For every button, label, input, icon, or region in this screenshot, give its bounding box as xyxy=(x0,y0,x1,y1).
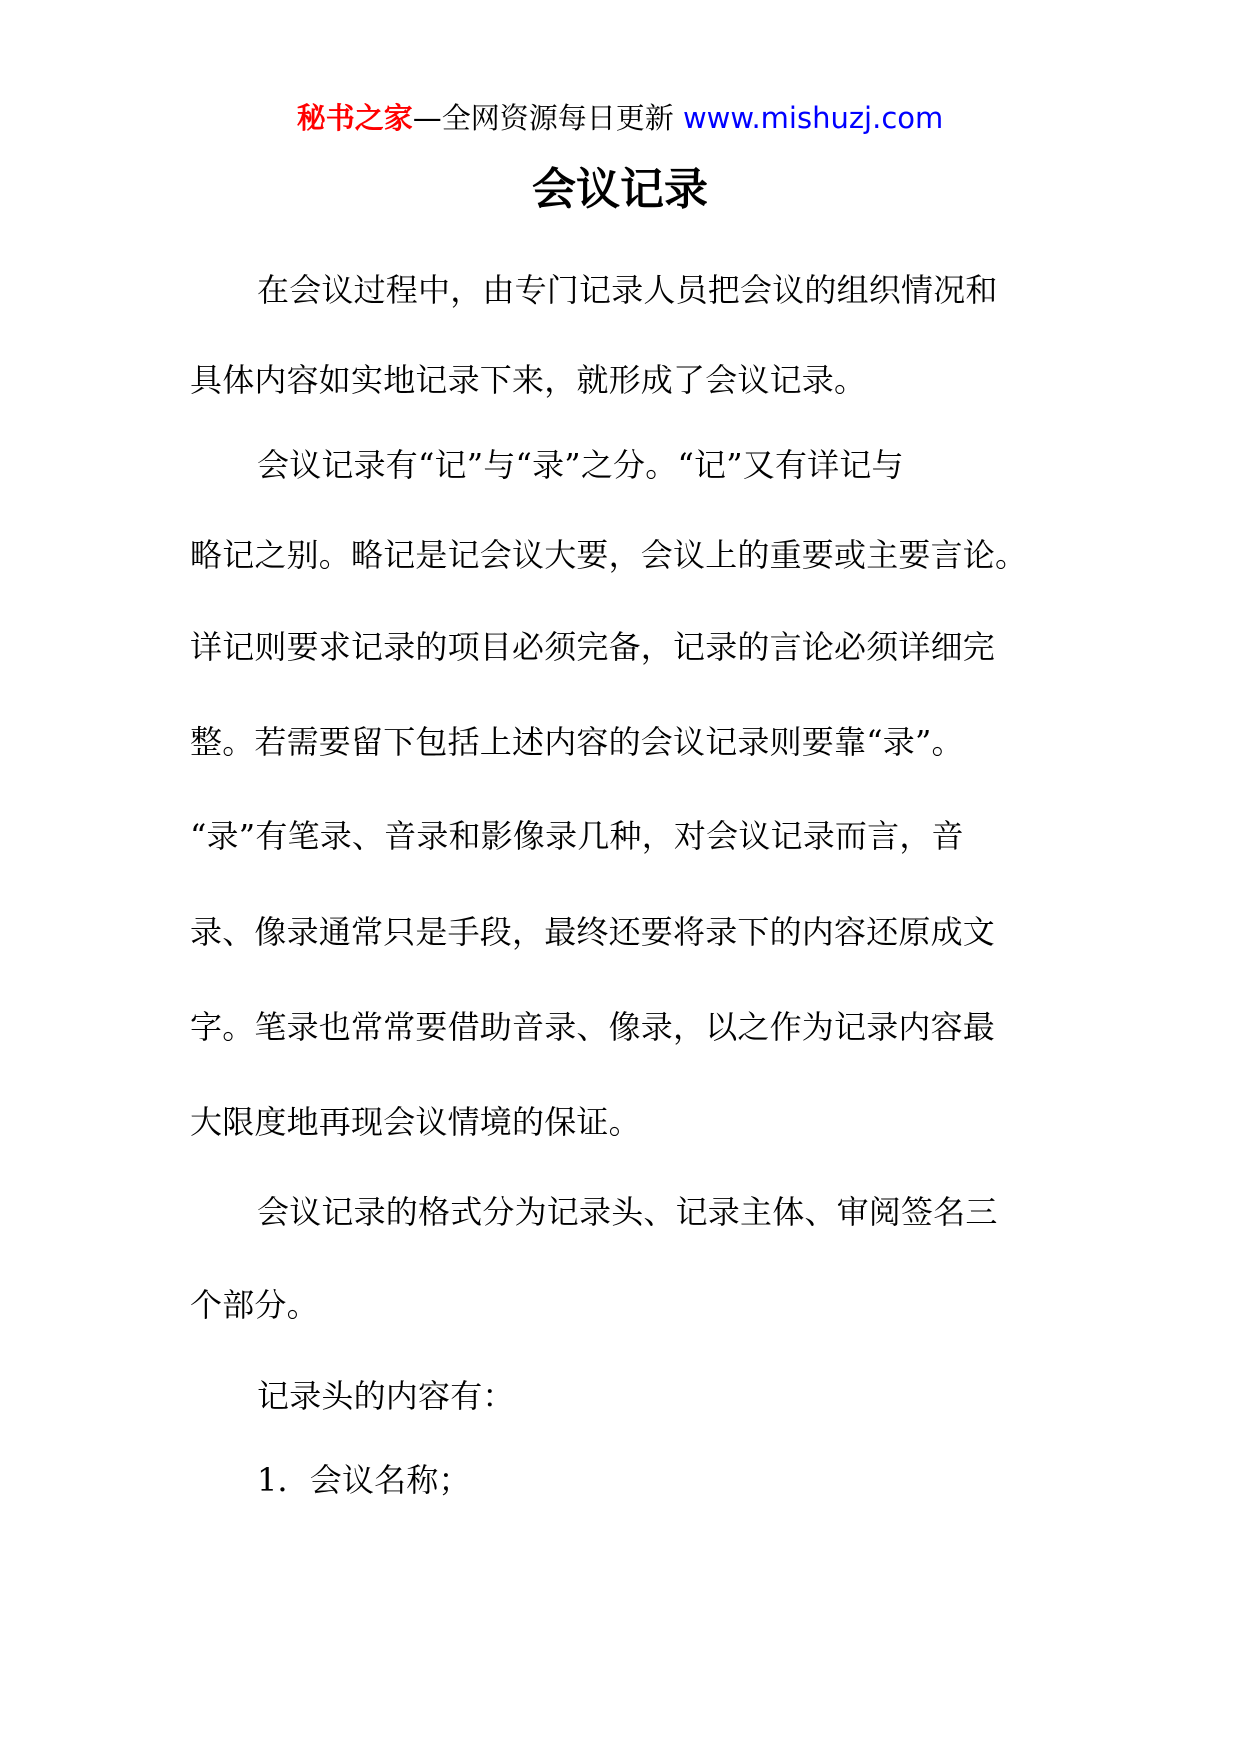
paragraph-line: 录、像录通常只是手段，最终还要将录下的内容还原成文 xyxy=(190,913,996,951)
paragraph-line: 详记则要求记录的项目必须完备，记录的言论必须详细完 xyxy=(190,628,996,666)
paragraph-line: 具体内容如实地记录下来，就形成了会议记录。 xyxy=(190,361,867,399)
list-item: 1．会议名称； xyxy=(257,1461,471,1499)
paragraph-line: 大限度地再现会议情境的保证。 xyxy=(190,1103,641,1141)
site-brand-name: 秘书之家 xyxy=(296,101,413,135)
paragraph-line: 整。若需要留下包括上述内容的会议记录则要靠“录”。 xyxy=(190,723,964,761)
site-header-banner xyxy=(0,98,1240,138)
paragraph-line: 在会议过程中，由专门记录人员把会议的组织情况和 xyxy=(257,271,998,309)
paragraph-line: “录”有笔录、音录和影像录几种，对会议记录而言，音 xyxy=(190,817,964,855)
site-tagline: —全网资源每日更新 xyxy=(412,101,674,135)
paragraph-line: 会议记录的格式分为记录头、记录主体、审阅签名三 xyxy=(257,1193,998,1231)
paragraph-line: 字。笔录也常常要借助音录、像录，以之作为记录内容最 xyxy=(190,1008,996,1046)
document-title: 会议记录 xyxy=(532,164,708,215)
paragraph-line: 略记之别。略记是记会议大要，会议上的重要或主要言论。 xyxy=(190,536,1028,574)
paragraph-line: 记录头的内容有： xyxy=(257,1377,515,1415)
site-url-link[interactable]: www.mishuzj.com xyxy=(682,101,944,135)
paragraph-line: 个部分。 xyxy=(190,1286,319,1324)
paragraph-line: 会议记录有“记”与“录”之分。“记”又有详记与 xyxy=(257,446,904,484)
